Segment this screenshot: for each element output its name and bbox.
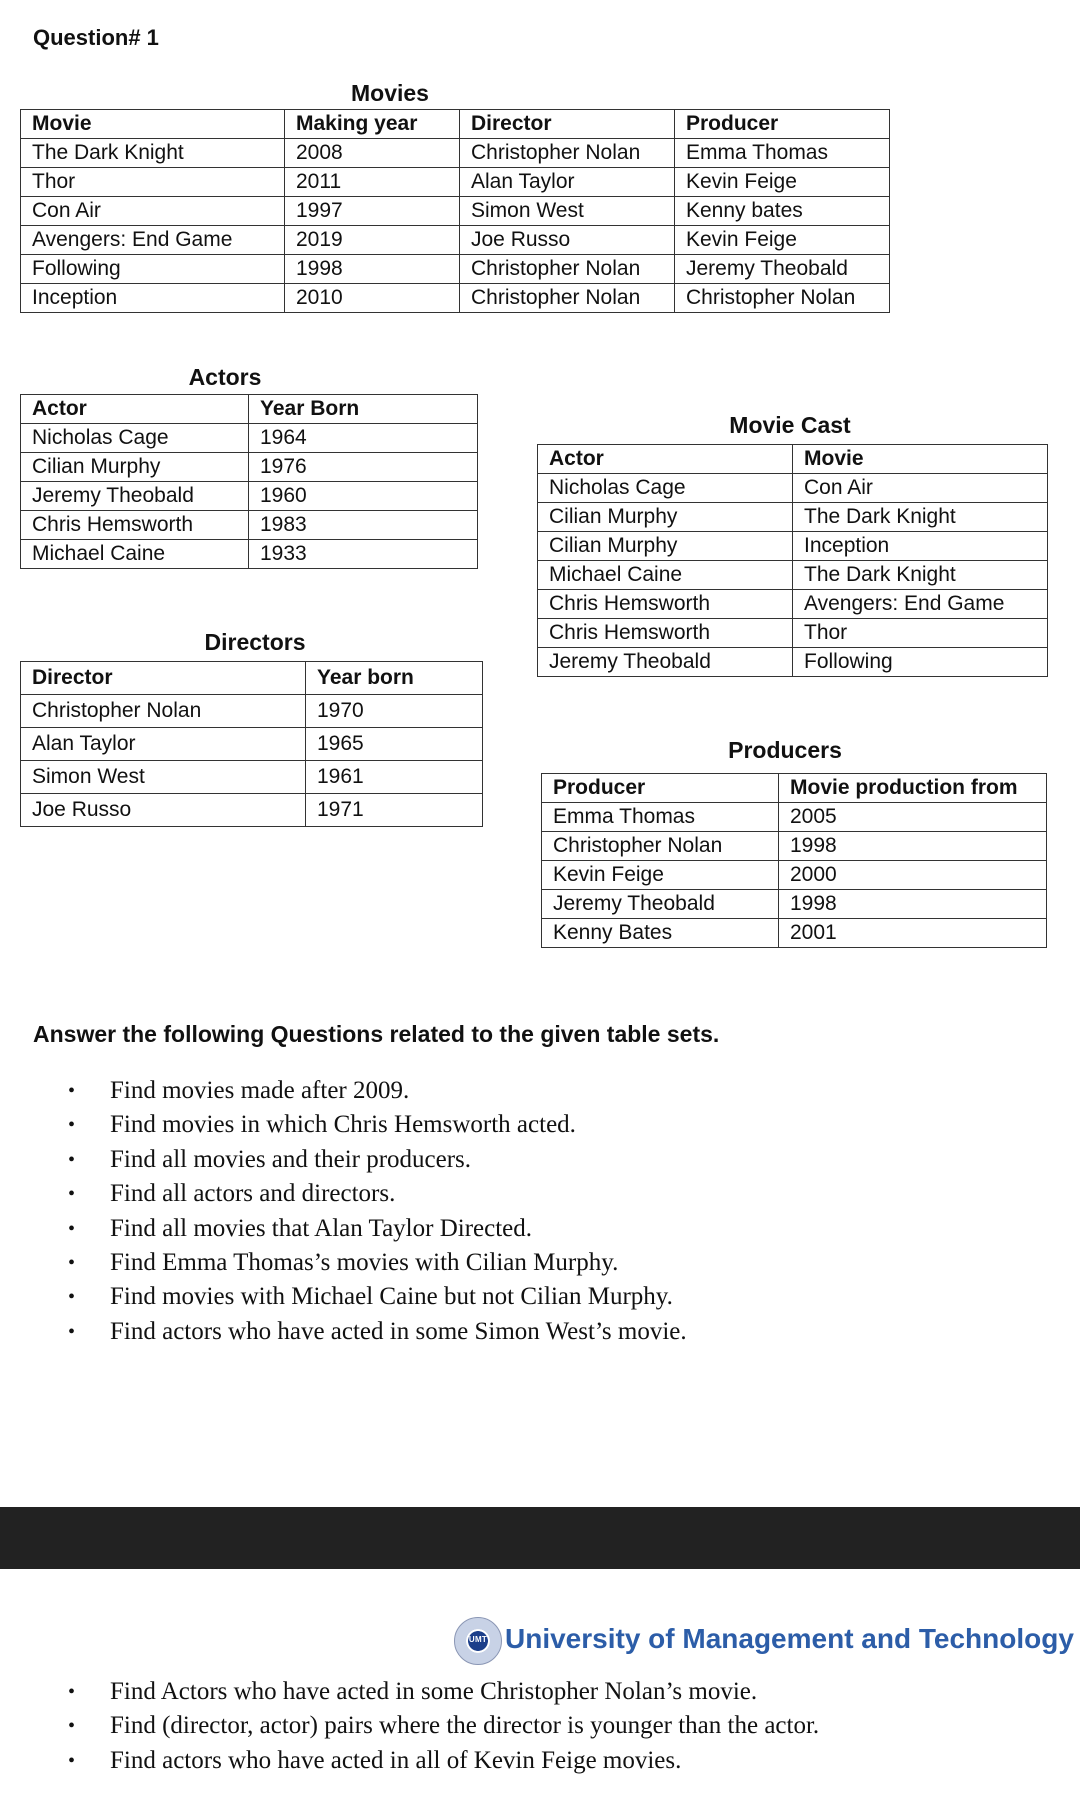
table-cell: Joe Russo: [21, 794, 306, 827]
movie-cast-caption: Movie Cast: [729, 412, 851, 438]
table-cell: Alan Taylor: [21, 728, 306, 761]
table-cell: Year born: [306, 662, 483, 695]
table-cell: Christopher Nolan: [460, 139, 675, 168]
table-row: [21, 226, 890, 255]
bullet-icon: •: [68, 1320, 76, 1343]
table-header-row: [21, 395, 478, 424]
list-item: [40, 1246, 687, 1280]
table-cell: Alan Taylor: [460, 168, 675, 197]
table-cell: Avengers: End Game: [21, 226, 285, 255]
table-cell: Jeremy Theobald: [538, 648, 793, 677]
page-divider-bar: [0, 1507, 1080, 1569]
table-cell: Producer: [675, 110, 890, 139]
table-cell: Actor: [21, 395, 249, 424]
bullet-icon: •: [68, 1286, 76, 1309]
bullet-icon: •: [68, 1148, 76, 1171]
table-cell: The Dark Knight: [21, 139, 285, 168]
table-row: [21, 482, 478, 511]
question-text: Find actors who have acted in some Simon West’s movie.: [110, 1317, 687, 1345]
table-row: [538, 532, 1048, 561]
table-row: [538, 648, 1048, 677]
table-cell: 1997: [285, 197, 460, 226]
question-text: Find actors who have acted in all of Kevin Feige movies.: [110, 1746, 682, 1774]
table-cell: Movie production from: [779, 774, 1047, 803]
table-cell: 1970: [306, 695, 483, 728]
table-cell: 2005: [779, 803, 1047, 832]
question-text: Find movies with Michael Caine but not Cilian Murphy.: [110, 1283, 673, 1311]
question-text: Find movies made after 2009.: [110, 1077, 410, 1104]
question-text: Find all actors and directors.: [110, 1180, 396, 1208]
table-cell: Con Air: [793, 474, 1048, 503]
table-cell: Avengers: End Game: [793, 590, 1048, 619]
table-cell: 1964: [249, 424, 478, 453]
table-row: [542, 890, 1047, 919]
table-cell: Cilian Murphy: [21, 453, 249, 482]
producers-table: [541, 773, 1047, 948]
table-cell: The Dark Knight: [793, 503, 1048, 532]
table-cell: Inception: [21, 284, 285, 313]
table-cell: Following: [793, 648, 1048, 677]
list-item: [40, 1709, 819, 1743]
table-cell: Kevin Feige: [675, 168, 890, 197]
actors-caption: Actors: [188, 364, 262, 390]
table-cell: Nicholas Cage: [538, 474, 793, 503]
table-cell: 1961: [306, 761, 483, 794]
table-cell: Movie: [793, 445, 1048, 474]
table-cell: Thor: [21, 168, 285, 197]
bullet-icon: •: [68, 1251, 76, 1274]
bullet-icon: •: [68, 1217, 76, 1240]
question-text: Find Emma Thomas’s movies with Cilian Murphy.: [110, 1248, 619, 1276]
list-item: [40, 1177, 687, 1211]
table-cell: Kenny bates: [675, 197, 890, 226]
table-cell: Nicholas Cage: [21, 424, 249, 453]
table-cell: 1976: [249, 453, 478, 482]
table-row: [538, 619, 1048, 648]
table-row: [21, 511, 478, 540]
table-cell: Kenny Bates: [542, 919, 779, 948]
table-row: [21, 540, 478, 569]
table-cell: Making year: [285, 110, 460, 139]
table-cell: Cilian Murphy: [538, 503, 793, 532]
table-row: [21, 794, 483, 827]
table-row: [538, 474, 1048, 503]
table-cell: Christopher Nolan: [21, 695, 306, 728]
table-cell: The Dark Knight: [793, 561, 1048, 590]
bullet-icon: •: [68, 1681, 76, 1703]
table-row: [538, 503, 1048, 532]
table-cell: Simon West: [460, 197, 675, 226]
umt-logo-icon: [454, 1617, 502, 1665]
questions-list: [40, 1074, 687, 1349]
table-cell: 2011: [285, 168, 460, 197]
list-item: [40, 1675, 819, 1709]
list-item: [40, 1744, 819, 1778]
list-item: [40, 1280, 687, 1314]
table-cell: Kevin Feige: [542, 861, 779, 890]
table-header-row: [538, 445, 1048, 474]
table-row: [21, 197, 890, 226]
directors-caption: Directors: [204, 629, 306, 655]
table-row: [542, 919, 1047, 948]
table-row: [538, 590, 1048, 619]
table-cell: Movie: [21, 110, 285, 139]
table-cell: 1960: [249, 482, 478, 511]
table-row: [21, 453, 478, 482]
table-cell: Michael Caine: [538, 561, 793, 590]
table-cell: Christopher Nolan: [460, 284, 675, 313]
bullet-icon: •: [68, 1080, 76, 1102]
table-row: [21, 695, 483, 728]
question-text: Find all movies that Alan Taylor Directed.: [110, 1214, 533, 1242]
table-cell: 1998: [285, 255, 460, 284]
table-cell: Following: [21, 255, 285, 284]
table-cell: Michael Caine: [21, 540, 249, 569]
table-cell: Emma Thomas: [675, 139, 890, 168]
table-cell: Christopher Nolan: [460, 255, 675, 284]
table-row: [538, 561, 1048, 590]
table-cell: Simon West: [21, 761, 306, 794]
table-cell: 1998: [779, 890, 1047, 919]
table-cell: Kevin Feige: [675, 226, 890, 255]
directors-table: [20, 661, 483, 827]
movies-table: [20, 109, 890, 313]
table-row: [21, 284, 890, 313]
bullet-icon: •: [68, 1183, 76, 1206]
table-cell: Con Air: [21, 197, 285, 226]
table-cell: Joe Russo: [460, 226, 675, 255]
table-cell: Christopher Nolan: [675, 284, 890, 313]
table-cell: Jeremy Theobald: [542, 890, 779, 919]
table-cell: Actor: [538, 445, 793, 474]
table-cell: Christopher Nolan: [542, 832, 779, 861]
table-cell: Year Born: [249, 395, 478, 424]
table-row: [21, 761, 483, 794]
table-cell: Director: [21, 662, 306, 695]
table-cell: Thor: [793, 619, 1048, 648]
table-cell: 1983: [249, 511, 478, 540]
list-item: [40, 1074, 687, 1108]
table-cell: 1933: [249, 540, 478, 569]
table-cell: Director: [460, 110, 675, 139]
questions-continued-list: [40, 1675, 819, 1778]
table-row: [542, 832, 1047, 861]
list-item: [40, 1143, 687, 1177]
table-cell: Chris Hemsworth: [538, 619, 793, 648]
table-cell: Jeremy Theobald: [21, 482, 249, 511]
list-item: [40, 1212, 687, 1246]
actors-table: [20, 394, 478, 569]
table-cell: Cilian Murphy: [538, 532, 793, 561]
movies-caption: Movies: [351, 80, 429, 106]
table-row: [21, 168, 890, 197]
bullet-icon: •: [68, 1749, 76, 1772]
questions-heading: Answer the following Questions related to the given table sets.: [33, 1021, 720, 1047]
table-cell: 2019: [285, 226, 460, 255]
table-header-row: [542, 774, 1047, 803]
list-item: [40, 1108, 687, 1142]
table-cell: Emma Thomas: [542, 803, 779, 832]
table-cell: Chris Hemsworth: [21, 511, 249, 540]
bullet-icon: •: [68, 1114, 76, 1137]
table-header-row: [21, 662, 483, 695]
table-row: [21, 424, 478, 453]
table-cell: 2010: [285, 284, 460, 313]
question-text: Find (director, actor) pairs where the director is younger than the actor.: [110, 1712, 820, 1740]
bullet-icon: •: [68, 1715, 76, 1738]
page-title: Question# 1: [33, 25, 159, 50]
table-cell: Chris Hemsworth: [538, 590, 793, 619]
table-cell: 2000: [779, 861, 1047, 890]
producers-caption: Producers: [728, 737, 842, 763]
table-row: [542, 803, 1047, 832]
table-cell: 1998: [779, 832, 1047, 861]
question-text: Find Actors who have acted in some Christopher Nolan’s movie.: [110, 1678, 758, 1705]
table-cell: 1965: [306, 728, 483, 761]
table-cell: Producer: [542, 774, 779, 803]
logo-text: UMT: [468, 1635, 488, 1644]
table-cell: 2008: [285, 139, 460, 168]
table-row: [21, 139, 890, 168]
university-name: University of Management and Technology: [505, 1623, 1074, 1654]
table-row: [21, 728, 483, 761]
table-cell: Inception: [793, 532, 1048, 561]
table-cell: 1971: [306, 794, 483, 827]
question-text: Find all movies and their producers.: [110, 1145, 472, 1173]
movie-cast-table: [537, 444, 1048, 677]
table-cell: Jeremy Theobald: [675, 255, 890, 284]
table-row: [542, 861, 1047, 890]
table-row: [21, 255, 890, 284]
table-cell: 2001: [779, 919, 1047, 948]
question-text: Find movies in which Chris Hemsworth acted.: [110, 1111, 576, 1139]
list-item: [40, 1315, 687, 1349]
table-header-row: [21, 110, 890, 139]
